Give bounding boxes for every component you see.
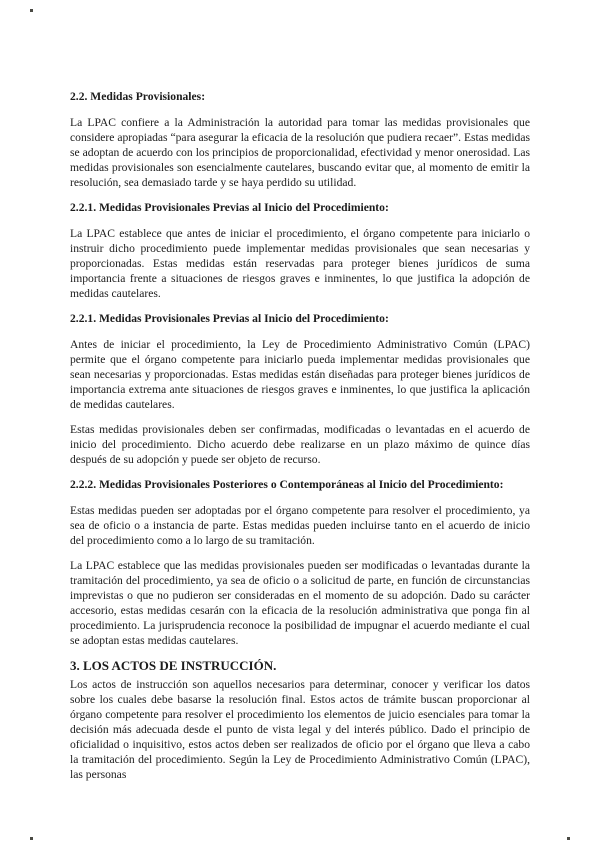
section-heading-medidas-provisionales: 2.2. Medidas Provisionales: — [70, 90, 206, 103]
corner-mark — [567, 837, 570, 840]
section-heading-posteriores-contemporaneas: 2.2.2. Medidas Provisionales Posteriores o Contemporáneas al Inicio del Procedimiento: — [70, 478, 504, 491]
corner-mark — [30, 9, 33, 12]
document-body — [70, 89, 530, 782]
section-heading-previas-inicio-2: 2.2.1. Medidas Provisionales Previas al Inicio del Procedimiento: — [70, 312, 389, 325]
paragraph-medidas-confirmadas: Estas medidas provisionales deben ser confirmadas, modificadas o levantadas en el acuerdo de inicio del procedimiento. Dicho acuerdo debe realizarse en un plazo máximo de quince días después de su adopción y puede ser objeto de recurso. — [70, 423, 530, 466]
paragraph-medidas-adoptadas-organo: Estas medidas pueden ser adoptadas por el órgano competente para resolver el procedimiento, ya sea de oficio o a instancia de parte. Estas medidas pueden incluirse tanto en el acuerdo de inicio del procedimiento como a lo largo de su tramitación. — [70, 504, 530, 547]
paragraph-lpac-establece-antes: La LPAC establece que antes de iniciar el procedimiento, el órgano competente para iniciarlo o instruir dicho procedimiento puede implementar medidas provisionales que sean necesarias y proporcionadas. Estas medidas están reservadas para proteger bienes jurídicos de suma importancia frente a situaciones de riesgos graves e inminentes, lo que justifica la adopción de medidas cautelares. — [70, 227, 530, 300]
paragraph-modificadas-levantadas: La LPAC establece que las medidas provisionales pueden ser modificadas o levantadas durante la tramitación del procedimiento, ya sea de oficio o a solicitud de parte, en función de circunstancias imprevistas o que no pudieron ser consideradas en el momento de su adopción. Dado su carácter accesorio, estas medidas cesarán con la eficacia de la resolución administrativa que ponga fin al procedimiento. La jurisprudencia reconoce la posibilidad de impugnar el acuerdo mediante el cual se adoptan estas medidas cautelares. — [70, 559, 530, 647]
paragraph-antes-de-iniciar: Antes de iniciar el procedimiento, la Ley de Procedimiento Administrativo Común (LPAC) permite que el órgano competente para iniciarlo pueda implementar medidas provisionales que sean necesarias y proporcionadas. Estas medidas están diseñadas para proteger bienes jurídicos de importancia extrema ante situaciones de riesgos graves e inminentes, lo que justifica la aplicación de medidas cautelares. — [70, 338, 530, 411]
section-heading-actos-instruccion: 3. LOS ACTOS DE INSTRUCCIÓN. — [70, 658, 277, 673]
corner-mark — [30, 837, 33, 840]
section-heading-previas-inicio-1: 2.2.1. Medidas Provisionales Previas al Inicio del Procedimiento: — [70, 201, 389, 214]
paragraph-actos-instruccion: Los actos de instrucción son aquellos necesarios para determinar, conocer y verificar los datos sobre los cuales debe basarse la resolución final. Estos actos de trámite buscan proporcionar al órgano competente para resolver el procedimiento los elementos de juicio esenciales para tomar la decisión más adecuada desde el punto de vista legal y del interés público. Dado el principio de oficialidad o inquisitivo, estos actos deben ser realizados de oficio por el órgano que lleva a cabo la tramitación del procedimiento. Según la Ley de Procedimiento Administrativo Común (LPAC), las personas — [70, 678, 530, 781]
paragraph-lpac-confiere: La LPAC confiere a la Administración la autoridad para tomar las medidas provisionales que considere apropiadas “para asegurar la eficacia de la resolución que pudiera recaer”. Estas medidas se adoptan de acuerdo con los principios de proporcionalidad, efectividad y menor onerosidad. Las medidas provisionales son esencialmente cautelares, buscando evitar que, al momento de emitir la resolución, sea demasiado tarde y se haya perdido su utilidad. — [70, 116, 530, 189]
